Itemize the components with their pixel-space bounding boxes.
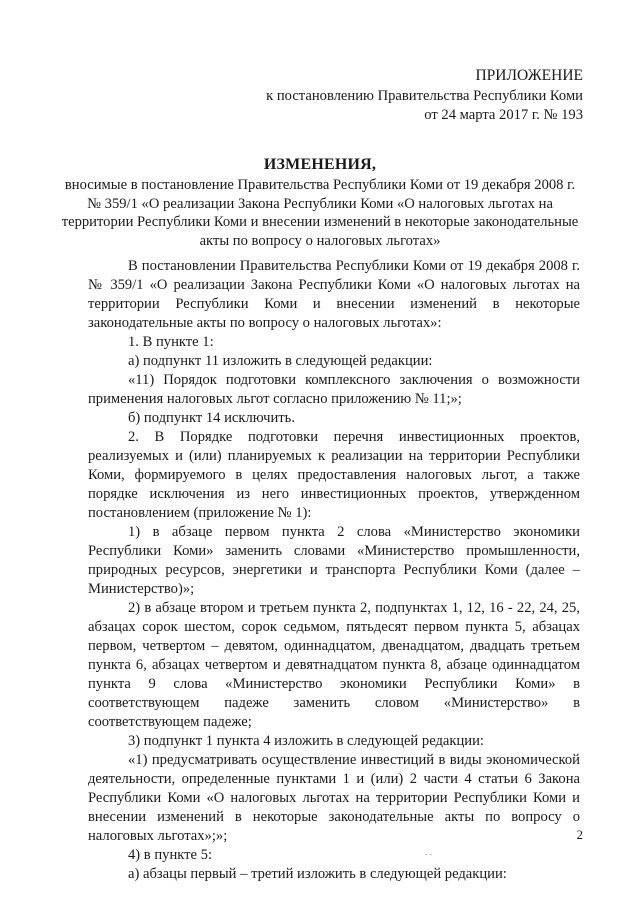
body-paragraph: «1) предусматривать осуществление инвестиций в виды экономической деятельности, определенные пунктами 1 и (или) 2 части 4 статьи 6 Закона Республики Коми «О налоговых льготах на территории Республики Коми и внесении изменений в некоторые законодательные акты по вопросу о налоговых льготах»;»;: [88, 752, 580, 844]
body-paragraph: «11) Порядок подготовки комплексного заключения о возможности применения налоговых льгот согласно приложению № 11;»;: [88, 372, 580, 407]
document-title: ИЗМЕНЕНИЯ,: [263, 156, 377, 173]
body-paragraph: б) подпункт 14 исключить.: [128, 410, 295, 426]
body-paragraph: а) абзацы первый – третий изложить в следующей редакции:: [128, 866, 507, 882]
page-number: 2: [576, 827, 583, 842]
scan-artifact: [425, 843, 435, 845]
body-paragraph: 2) в абзаце втором и третьем пункта 2, подпунктах 1, 12, 16 - 22, 24, 25, абзацах сорок шестом, сорок седьмом, пятьдесят первом пункта 5, абзацах первом, четвертом – девятом, одиннадцатом, двенадцатом, двадцать третьем пункта 6, абзацах четвертом и девятнадцатом пункта 8, абзаце одиннадцатом пункта 9 слова «Министерство экономики Республики Коми» в соответствующем падеже заменить словом «Министерство» в соответствующем падеже;: [88, 600, 580, 730]
body-paragraph: В постановлении Правительства Республики Коми от 19 декабря 2008 г. № 359/1 «О реализации Закона Республики Коми «О налоговых льготах на территории Республики Коми и внесении изменений в некоторые законодательные акты по вопросу о налоговых льготах»:: [88, 258, 580, 331]
document-subtitle: вносимые в постановление Правительства Республики Коми от 19 декабря 2008 г. № 359/1 «О реализации Закона Республики Коми «О налоговых льготах на территории Республики Коми и внесении изменений в некоторые законодательные акты по вопросу о налоговых льготах»: [61, 177, 579, 249]
body-paragraph: 3) подпункт 1 пункта 4 изложить в следующей редакции:: [128, 733, 484, 749]
document-body: [88, 257, 580, 884]
body-paragraph: 1. В пункте 1:: [128, 334, 214, 350]
appendix-date: от 24 марта 2017 г. № 193: [424, 107, 583, 123]
body-paragraph: а) подпункт 11 изложить в следующей редакции:: [128, 353, 433, 369]
appendix-reference: к постановлению Правительства Республики Коми: [266, 88, 583, 104]
body-paragraph: 2. В Порядке подготовки перечня инвестиционных проектов, реализуемых и (или) планируемых к реализации на территории Республики Коми, формируемого в целях предоставления налоговых льгот, а также порядке исключения из него инвестиционных проектов, утвержденном постановлением (приложение № 1):: [88, 429, 580, 521]
title-block: [60, 155, 580, 250]
body-paragraph: 4) в пункте 5:: [128, 847, 213, 863]
body-paragraph: 1) в абзаце первом пункта 2 слова «Министерство экономики Республики Коми» заменить словами «Министерство промышленности, природных ресурсов, энергетики и транспорта Республики Коми (далее – Министерство)»;: [88, 524, 580, 597]
appendix-heading: ПРИЛОЖЕНИЕ: [475, 67, 583, 84]
